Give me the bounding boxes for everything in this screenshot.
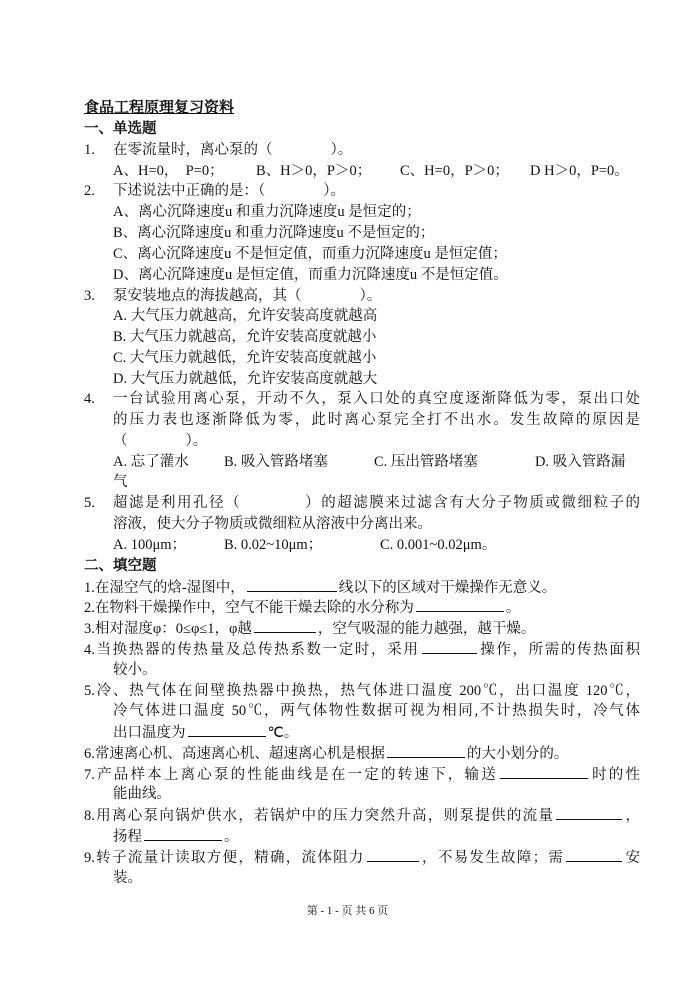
page-footer: 第 - 1 - 页 共 6 页 — [306, 905, 389, 917]
text: 。 — [505, 600, 521, 616]
fill-text — [113, 722, 298, 743]
answer-blank — [556, 805, 622, 820]
question-stem: 的压力表也逐渐降低为零，此时离心泵完全打不出水。发生故障的原因是 — [113, 412, 640, 428]
answer-blank — [566, 847, 622, 862]
option: A. 大气压力就越高，允许安装高度就越高 — [113, 308, 378, 324]
fill-text: 较小。 — [113, 662, 157, 678]
section-heading-single-choice: 一、单选题 — [84, 121, 157, 137]
answer-blank — [422, 639, 477, 654]
option: D、离心沉降速度u 是恒定值，而重力沉降速度u 不是恒定值。 — [113, 267, 508, 283]
text: 时的性 — [589, 767, 641, 783]
question-number: 3. — [84, 288, 95, 304]
text: 2.在物料干燥操作中，空气不能干燥去除的水分称为 — [84, 600, 414, 616]
option-continuation: 气 — [113, 474, 128, 490]
option: C、离心沉降速度u 不是恒定值，而重力沉降速度u 是恒定值； — [113, 246, 507, 262]
answer-blank — [247, 577, 337, 592]
option: C. 压出管路堵塞 — [374, 454, 478, 470]
question-number: 2. — [84, 183, 95, 199]
option: D. 大气压力就越低，允许安装高度就越大 — [113, 371, 378, 387]
text: 安 — [624, 850, 641, 866]
text: ，空气吸湿的能力越强，越干燥。 — [317, 621, 536, 637]
text: 6.常速离心机、高速离心机、超速离心机是根据 — [84, 746, 385, 762]
option: A、H=0， P=0； — [113, 163, 224, 179]
answer-blank — [144, 826, 222, 841]
text: 1.在湿空气的焓-湿图中， — [84, 580, 245, 596]
question-stem: 在零流量时，离心泵的（ ）。 — [113, 142, 353, 158]
text: 操作，所需的传热面积 — [478, 642, 641, 658]
text: 扬程 — [113, 829, 142, 845]
fill-question-1 — [84, 577, 556, 598]
fill-question-8 — [84, 805, 640, 826]
option: B、H＞0，P＞0； — [256, 163, 372, 179]
answer-blank — [188, 722, 266, 737]
option: B. 吸入管路堵塞 — [224, 454, 328, 470]
question-stem: 泵安装地点的海拔越高，其（ ）。 — [113, 288, 382, 304]
option: C. 0.001~0.02μm。 — [380, 537, 497, 553]
text: ，不易发生故障；需 — [420, 850, 565, 866]
option: B. 0.02~10μm； — [224, 537, 323, 553]
answer-blank — [416, 597, 504, 612]
fill-question-2 — [84, 597, 520, 618]
section-heading-fill-blank: 二、填空题 — [84, 558, 157, 574]
fill-text: 能曲线。 — [113, 786, 171, 802]
answer-blank — [387, 743, 465, 758]
text: 7.产品样本上离心泵的性能曲线是在一定的转速下，输送 — [84, 767, 498, 783]
question-stem: 一台试验用离心泵，开动不久，泵入口处的真空度逐渐降低为零，泵出口处 — [113, 391, 640, 407]
option: D. 吸入管路漏 — [535, 454, 626, 470]
fill-text: 装。 — [113, 870, 142, 886]
question-number: 1. — [84, 142, 95, 158]
fill-question-5: 5.冷、热气体在间壁换热器中换热，热气体进口温度 200℃，出口温度 120℃， — [84, 683, 640, 699]
fill-question-3 — [84, 618, 535, 639]
text: 8.用离心泵向锅炉供水，若锅炉中的压力突然升高，则泵提供的流量 — [84, 808, 555, 824]
text: ℃。 — [267, 725, 299, 741]
option: D H＞0，P=0。 — [530, 163, 629, 179]
question-stem: 超滤是利用孔径（ ）的超滤膜来过滤含有大分子物质或微细粒子的 — [113, 495, 640, 511]
document-title: 食品工程原理复习资料 — [84, 100, 235, 116]
text: 9.转子流量计读取方便，精确，流体阻力 — [84, 850, 365, 866]
fill-question-9 — [84, 847, 640, 868]
text: 。 — [224, 829, 239, 845]
text: 线以下的区域对干燥操作无意义。 — [338, 580, 557, 596]
question-stem: （ ）。 — [113, 433, 208, 449]
question-number: 4. — [84, 391, 95, 407]
text: 的大小划分的。 — [466, 746, 569, 762]
question-number: 5. — [84, 495, 95, 511]
option: A. 忘了灌水 — [113, 454, 189, 470]
fill-text: 冷气体进口温度 50℃，两气体物性数据可视为相同,不计热损失时，冷气体 — [113, 703, 640, 719]
option: C、H=0，P＞0； — [400, 163, 509, 179]
fill-question-4 — [84, 639, 640, 660]
option: A. 100μm； — [113, 537, 187, 553]
question-stem: 溶液，使大分子物质或微细粒从溶液中分离出来。 — [113, 516, 432, 532]
text: ， — [624, 808, 640, 824]
option: B. 大气压力就越高，允许安装高度就越小 — [113, 329, 377, 345]
answer-blank — [254, 618, 316, 633]
text: 4.当换热器的传热量及总传热系数一定时，采用 — [84, 642, 420, 658]
answer-blank — [367, 847, 419, 862]
answer-blank — [500, 764, 588, 779]
question-stem: 下述说法中正确的是：（ ）。 — [113, 183, 345, 199]
text: 出口温度为 — [113, 725, 186, 741]
fill-question-6 — [84, 743, 568, 764]
text: 3.相对湿度φ：0≤φ≤1，φ越 — [84, 621, 252, 637]
option: C. 大气压力就越低，允许安装高度就越小 — [113, 350, 377, 366]
fill-text — [113, 826, 239, 847]
option: B、离心沉降速度u 和重力沉降速度u 不是恒定的； — [113, 225, 435, 241]
option: A、离心沉降速度u 和重力沉降速度u 是恒定的； — [113, 204, 421, 220]
fill-question-7 — [84, 764, 640, 785]
